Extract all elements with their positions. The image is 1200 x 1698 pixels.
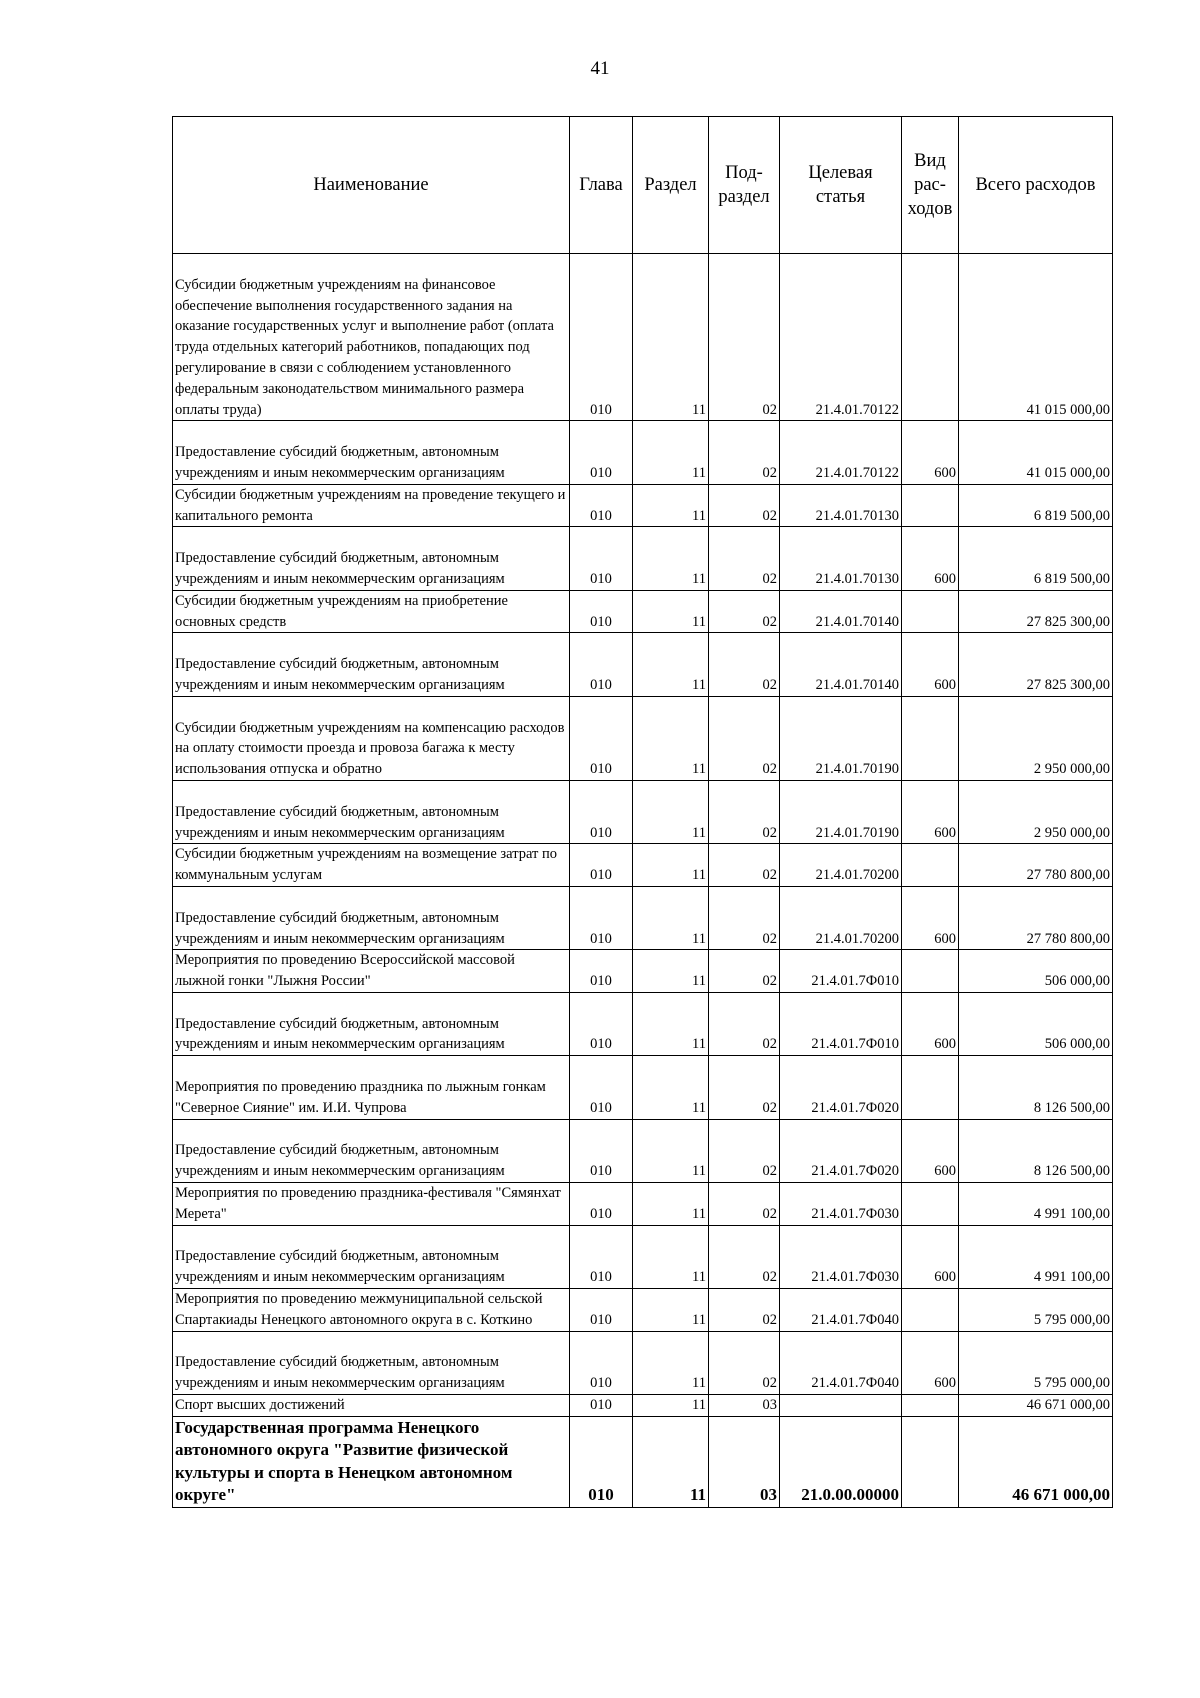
row-total: 8 126 500,00 <box>959 1119 1113 1182</box>
row-name: Субсидии бюджетным учреждениям на финансовое обеспечение выполнения государственного задания на оказание государственных услуг и выполнение работ (оплата труда отдельных категорий работников, попадающих под регулирование в связи с соблюдением установленного федеральным законодательством минимального размера оплаты труда) <box>173 254 570 421</box>
row-section: 11 <box>633 780 709 843</box>
header-total: Всего расходов <box>959 117 1113 254</box>
row-subsection: 02 <box>709 1183 780 1226</box>
row-section: 11 <box>633 1183 709 1226</box>
row-section: 11 <box>633 633 709 696</box>
row-chapter: 010 <box>570 1056 633 1119</box>
row-subsection: 02 <box>709 1289 780 1332</box>
row-section: 11 <box>633 1289 709 1332</box>
row-subsection: 03 <box>709 1395 780 1417</box>
row-total: 8 126 500,00 <box>959 1056 1113 1119</box>
row-type: 600 <box>902 1225 959 1288</box>
table-row <box>173 590 1113 633</box>
row-type: 600 <box>902 886 959 949</box>
row-target: 21.4.01.70200 <box>780 844 902 887</box>
row-name: Субсидии бюджетным учреждениям на приобретение основных средств <box>173 590 570 633</box>
row-chapter: 010 <box>570 484 633 527</box>
row-subsection: 02 <box>709 844 780 887</box>
row-type <box>902 484 959 527</box>
row-section: 11 <box>633 1395 709 1417</box>
table-row <box>173 950 1113 993</box>
row-section: 11 <box>633 844 709 887</box>
row-target: 21.4.01.70130 <box>780 484 902 527</box>
row-target: 21.4.01.70130 <box>780 527 902 590</box>
row-target: 21.0.00.00000 <box>780 1416 902 1507</box>
row-name: Предоставление субсидий бюджетным, автономным учреждениям и иным некоммерческим организациям <box>173 1225 570 1288</box>
table-row <box>173 1225 1113 1288</box>
row-type: 600 <box>902 421 959 484</box>
row-type <box>902 950 959 993</box>
row-total: 5 795 000,00 <box>959 1331 1113 1394</box>
header-chapter: Глава <box>570 117 633 254</box>
table-row <box>173 1289 1113 1332</box>
row-target <box>780 1395 902 1417</box>
row-target: 21.4.01.70190 <box>780 780 902 843</box>
row-name: Предоставление субсидий бюджетным, автономным учреждениям и иным некоммерческим организациям <box>173 527 570 590</box>
row-total: 27 825 300,00 <box>959 633 1113 696</box>
row-chapter: 010 <box>570 590 633 633</box>
budget-table <box>172 116 1113 1508</box>
row-type <box>902 590 959 633</box>
row-name: Мероприятия по проведению Всероссийской массовой лыжной гонки "Лыжня России" <box>173 950 570 993</box>
table-row <box>173 780 1113 843</box>
row-section: 11 <box>633 1225 709 1288</box>
row-section: 11 <box>633 590 709 633</box>
row-subsection: 02 <box>709 590 780 633</box>
table-row <box>173 992 1113 1055</box>
row-target: 21.4.01.70140 <box>780 590 902 633</box>
row-section: 11 <box>633 1119 709 1182</box>
header-row <box>173 117 1113 254</box>
row-type: 600 <box>902 1119 959 1182</box>
table-row <box>173 484 1113 527</box>
row-name: Предоставление субсидий бюджетным, автономным учреждениям и иным некоммерческим организациям <box>173 421 570 484</box>
row-chapter: 010 <box>570 1225 633 1288</box>
row-chapter: 010 <box>570 1331 633 1394</box>
row-section: 11 <box>633 421 709 484</box>
row-total: 27 780 800,00 <box>959 886 1113 949</box>
row-section: 11 <box>633 1331 709 1394</box>
row-target: 21.4.01.7Ф020 <box>780 1056 902 1119</box>
row-subsection: 02 <box>709 950 780 993</box>
row-section: 11 <box>633 696 709 780</box>
header-subsection: Под-раздел <box>709 117 780 254</box>
table-row <box>173 1416 1113 1507</box>
row-chapter: 010 <box>570 254 633 421</box>
page-number: 41 <box>590 58 610 79</box>
row-name: Предоставление субсидий бюджетным, автономным учреждениям и иным некоммерческим организациям <box>173 1119 570 1182</box>
row-chapter: 010 <box>570 950 633 993</box>
header-section: Раздел <box>633 117 709 254</box>
row-total: 46 671 000,00 <box>959 1416 1113 1507</box>
row-total: 27 780 800,00 <box>959 844 1113 887</box>
row-type: 600 <box>902 633 959 696</box>
row-chapter: 010 <box>570 992 633 1055</box>
row-target: 21.4.01.7Ф020 <box>780 1119 902 1182</box>
row-type <box>902 1056 959 1119</box>
row-section: 11 <box>633 886 709 949</box>
row-subsection: 02 <box>709 696 780 780</box>
table-row <box>173 633 1113 696</box>
row-target: 21.4.01.7Ф040 <box>780 1289 902 1332</box>
row-type: 600 <box>902 992 959 1055</box>
row-target: 21.4.01.70200 <box>780 886 902 949</box>
row-total: 4 991 100,00 <box>959 1225 1113 1288</box>
row-type <box>902 1395 959 1417</box>
row-type: 600 <box>902 527 959 590</box>
row-chapter: 010 <box>570 633 633 696</box>
table-row <box>173 254 1113 421</box>
row-target: 21.4.01.7Ф010 <box>780 992 902 1055</box>
row-subsection: 02 <box>709 484 780 527</box>
row-section: 11 <box>633 950 709 993</box>
table-row <box>173 844 1113 887</box>
table-row <box>173 527 1113 590</box>
row-name: Спорт высших достижений <box>173 1395 570 1417</box>
row-name: Субсидии бюджетным учреждениям на проведение текущего и капитального ремонта <box>173 484 570 527</box>
row-section: 11 <box>633 484 709 527</box>
table-row <box>173 1183 1113 1226</box>
row-name: Мероприятия по проведению праздника-фестиваля "Сямянхат Мерета" <box>173 1183 570 1226</box>
row-subsection: 02 <box>709 1119 780 1182</box>
row-target: 21.4.01.70190 <box>780 696 902 780</box>
row-chapter: 010 <box>570 1416 633 1507</box>
row-target: 21.4.01.7Ф030 <box>780 1225 902 1288</box>
row-chapter: 010 <box>570 1395 633 1417</box>
row-subsection: 02 <box>709 527 780 590</box>
row-total: 5 795 000,00 <box>959 1289 1113 1332</box>
row-name: Субсидии бюджетным учреждениям на компенсацию расходов на оплату стоимости проезда и провоза багажа к месту использования отпуска и обратно <box>173 696 570 780</box>
row-subsection: 02 <box>709 992 780 1055</box>
table-row <box>173 886 1113 949</box>
header-name: Наименование <box>173 117 570 254</box>
row-name: Государственная программа Ненецкого автономного округа "Развитие физической культуры и спорта в Ненецком автономном округе" <box>173 1416 570 1507</box>
row-subsection: 02 <box>709 633 780 696</box>
row-total: 4 991 100,00 <box>959 1183 1113 1226</box>
row-subsection: 02 <box>709 421 780 484</box>
row-subsection: 02 <box>709 1331 780 1394</box>
row-name: Мероприятия по проведению межмуниципальной сельской Спартакиады Ненецкого автономного округа в с. Коткино <box>173 1289 570 1332</box>
row-type <box>902 844 959 887</box>
row-chapter: 010 <box>570 421 633 484</box>
table-row <box>173 421 1113 484</box>
row-total: 6 819 500,00 <box>959 527 1113 590</box>
row-type: 600 <box>902 780 959 843</box>
row-target: 21.4.01.7Ф030 <box>780 1183 902 1226</box>
table-row <box>173 1331 1113 1394</box>
row-chapter: 010 <box>570 1183 633 1226</box>
row-chapter: 010 <box>570 527 633 590</box>
row-subsection: 02 <box>709 1225 780 1288</box>
row-target: 21.4.01.7Ф010 <box>780 950 902 993</box>
row-total: 506 000,00 <box>959 950 1113 993</box>
header-target: Целевая статья <box>780 117 902 254</box>
row-chapter: 010 <box>570 886 633 949</box>
row-total: 2 950 000,00 <box>959 696 1113 780</box>
row-type: 600 <box>902 1331 959 1394</box>
row-target: 21.4.01.70122 <box>780 421 902 484</box>
row-chapter: 010 <box>570 1289 633 1332</box>
row-total: 41 015 000,00 <box>959 421 1113 484</box>
row-chapter: 010 <box>570 1119 633 1182</box>
table-row <box>173 1056 1113 1119</box>
row-total: 46 671 000,00 <box>959 1395 1113 1417</box>
row-subsection: 02 <box>709 780 780 843</box>
row-name: Предоставление субсидий бюджетным, автономным учреждениям и иным некоммерческим организациям <box>173 886 570 949</box>
row-chapter: 010 <box>570 844 633 887</box>
row-name: Предоставление субсидий бюджетным, автономным учреждениям и иным некоммерческим организациям <box>173 633 570 696</box>
row-total: 6 819 500,00 <box>959 484 1113 527</box>
row-type <box>902 696 959 780</box>
row-section: 11 <box>633 254 709 421</box>
header-expense-type: Вид рас-ходов <box>902 117 959 254</box>
row-chapter: 010 <box>570 696 633 780</box>
row-subsection: 02 <box>709 1056 780 1119</box>
row-subsection: 02 <box>709 886 780 949</box>
row-target: 21.4.01.7Ф040 <box>780 1331 902 1394</box>
row-section: 11 <box>633 1416 709 1507</box>
row-target: 21.4.01.70140 <box>780 633 902 696</box>
row-total: 41 015 000,00 <box>959 254 1113 421</box>
row-section: 11 <box>633 1056 709 1119</box>
row-section: 11 <box>633 527 709 590</box>
row-subsection: 03 <box>709 1416 780 1507</box>
row-name: Предоставление субсидий бюджетным, автономным учреждениям и иным некоммерческим организациям <box>173 1331 570 1394</box>
table-row <box>173 1119 1113 1182</box>
row-name: Предоставление субсидий бюджетным, автономным учреждениям и иным некоммерческим организациям <box>173 780 570 843</box>
row-chapter: 010 <box>570 780 633 843</box>
row-total: 506 000,00 <box>959 992 1113 1055</box>
row-total: 27 825 300,00 <box>959 590 1113 633</box>
table-row <box>173 1395 1113 1417</box>
table-row <box>173 696 1113 780</box>
row-subsection: 02 <box>709 254 780 421</box>
row-type <box>902 1416 959 1507</box>
row-total: 2 950 000,00 <box>959 780 1113 843</box>
row-section: 11 <box>633 992 709 1055</box>
row-name: Мероприятия по проведению праздника по лыжным гонкам "Северное Сияние" им. И.И. Чупрова <box>173 1056 570 1119</box>
row-name: Субсидии бюджетным учреждениям на возмещение затрат по коммунальным услугам <box>173 844 570 887</box>
row-type <box>902 1289 959 1332</box>
row-type <box>902 1183 959 1226</box>
row-name: Предоставление субсидий бюджетным, автономным учреждениям и иным некоммерческим организациям <box>173 992 570 1055</box>
row-target: 21.4.01.70122 <box>780 254 902 421</box>
row-type <box>902 254 959 421</box>
